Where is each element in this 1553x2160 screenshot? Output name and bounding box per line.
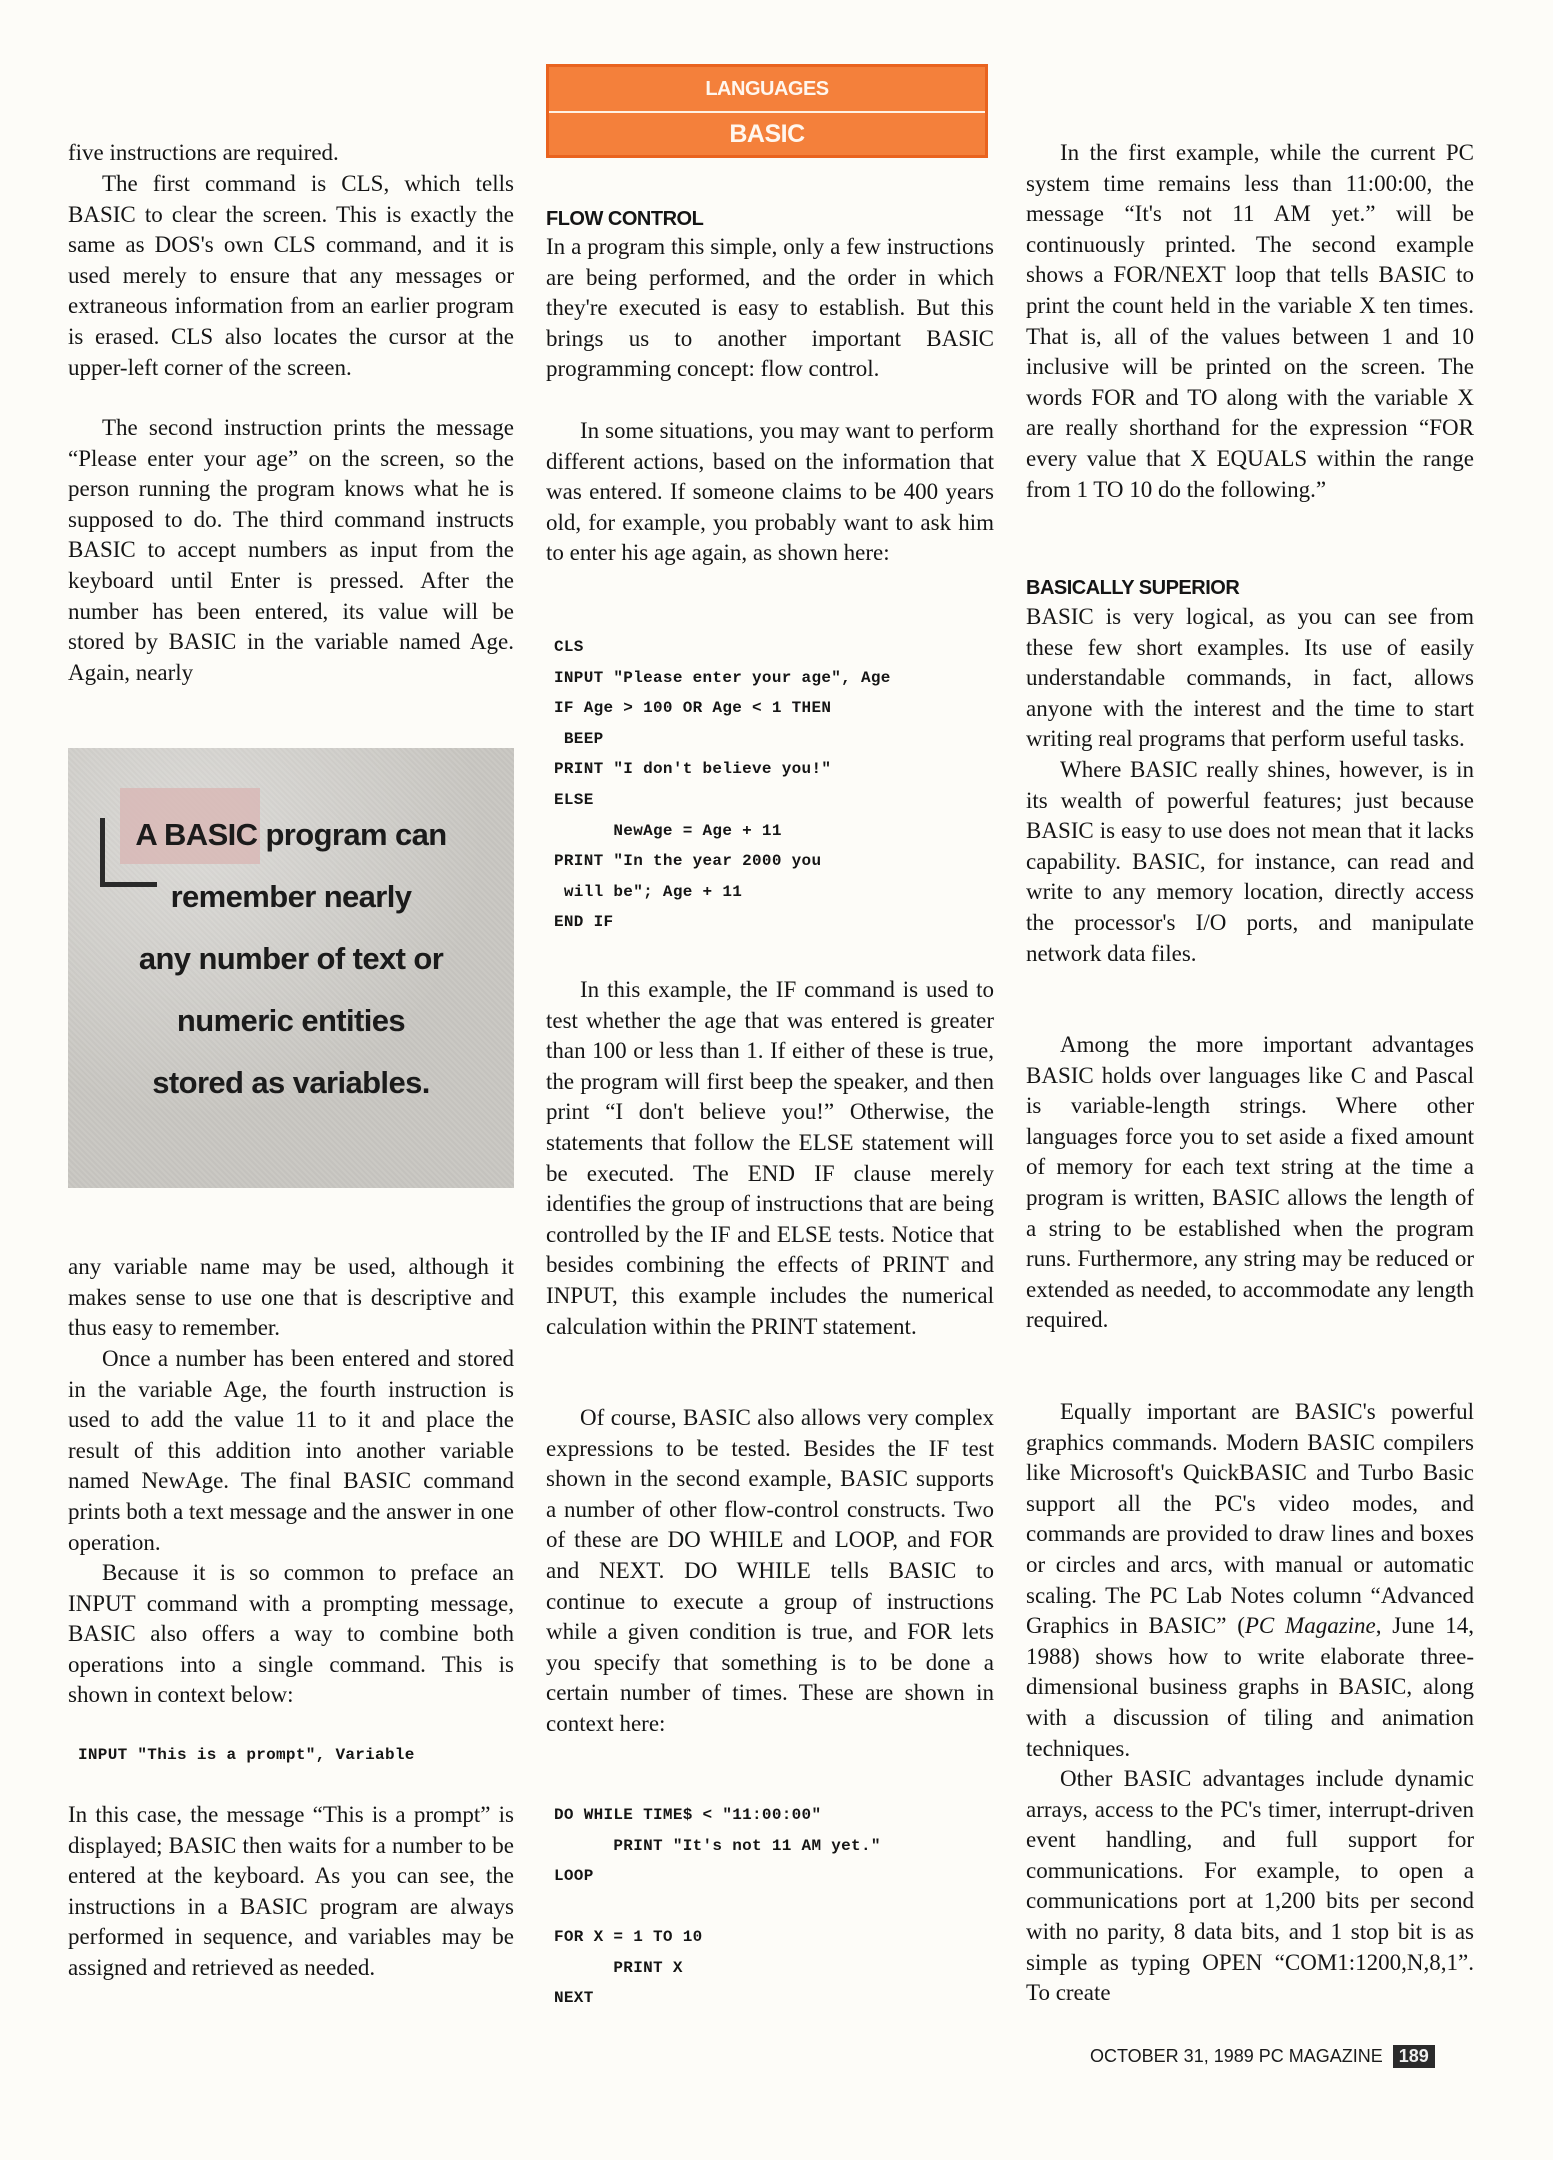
section-banner (546, 64, 988, 158)
paragraph: In some situations, you may want to perform different actions, based on the information that was entered. If someone claims to be 400 years old, for example, you probably want to ask him to enter his age again, as shown here: (546, 418, 994, 566)
paragraph: In this case, the message “This is a prompt” is displayed; BASIC then waits for a number to be entered at the keyboard. As you can see, the instructions in a BASIC program are always performed in sequence, and variables may be assigned and retrieved as needed. (68, 1802, 514, 1980)
publication-title: PC Magazine (1244, 1613, 1376, 1639)
pull-quote-line: stored as variables. (152, 1065, 430, 1100)
paragraph (1026, 1397, 1474, 1764)
code-block: FOR X = 1 TO 10 PRINT X NEXT (554, 1928, 703, 2008)
banner-section-label: LANGUAGES (705, 77, 829, 100)
code-block: CLS INPUT "Please enter your age", Age IF Age > 100 OR Age < 1 THEN BEEP PRINT "I don't believe you!" ELSE NewAge = Age + 11 PRINT "In the year 2000 you will be"; Age + 11 END IF (554, 638, 891, 932)
footer-issue: OCTOBER 31, 1989 PC MAGAZINE (1090, 2045, 1383, 2066)
pull-quote-line: numeric entities (176, 1003, 406, 1038)
paragraph: Among the more important advantages BASIC holds over languages like C and Pascal is variable-length strings. Where other languages force you to set aside a fixed amount of memory for each text string at the time a program is written, BASIC allows the length of a string to be established when the program runs. Furthermore, any string may be reduced or extended as needed, to accommodate any length required. (1026, 1032, 1474, 1333)
paragraph: Because it is so common to preface an INPUT command with a prompting message, BASIC also offers a way to combine both operations into a single command. This is shown in context below: (68, 1560, 514, 1708)
page-footer (1090, 2042, 1435, 2070)
paragraph: In the first example, while the current PC system time remains less than 11:00:00, the message “It's not 11 AM yet.” will be continuously printed. The second example shows a FOR/NEXT loop that tells BASIC to print the count held in the variable X ten times. That is, all of the values between 1 and 10 inclusive will be printed on the screen. The words FOR and TO along with the variable X are really shorthand for the expression “FOR every value that X EQUALS within the range from 1 TO 10 do the following.” (1026, 140, 1474, 502)
paragraph: any variable name may be used, although it makes sense to use one that is descriptive and thus easy to remember. (68, 1254, 514, 1341)
paragraph: Other BASIC advantages include dynamic arrays, access to the PC's timer, interrupt-driven event handling, and full support for communications. For example, to open a communications port at 1,200 bits per second with no parity, 8 data bits, and 1 stop bit is as simple as typing OPEN “COM1:1200,N,8,1”. To create (1026, 1766, 1474, 2006)
paragraph-text: Equally important are BASIC's powerful graphics commands. Modern BASIC compilers like Microsoft's QuickBASIC and Turbo Basic support all the PC's video modes, and commands are provided to draw lines and boxes or circles and arcs, with manual or automatic scaling. The PC Lab Notes column “Advanced Graphics in BASIC” ( (1026, 1399, 1474, 1639)
paragraph: The first command is CLS, which tells BASIC to clear the screen. This is exactly the same as DOS's own CLS command, and it is used merely to ensure that any messages or extraneous information from an earlier program is erased. CLS also locates the cursor at the upper-left corner of the screen. (68, 171, 514, 380)
pull-quote-text (68, 804, 514, 1114)
paragraph: Once a number has been entered and stored in the variable Age, the fourth instruction is used to add the value 11 to it and place the result of this addition into another variable named NewAge. The final BASIC command prints both a text message and the answer in one operation. (68, 1346, 514, 1555)
pull-quote-line: remember nearly (170, 879, 412, 914)
pull-quote (68, 748, 514, 1188)
section-heading: FLOW CONTROL (546, 208, 704, 230)
paragraph: In a program this simple, only a few instructions are being performed, and the order in which they're executed is easy to establish. But this brings us to another important BASIC programming concept: flow control. (546, 234, 994, 382)
code-block: DO WHILE TIME$ < "11:00:00" PRINT "It's not 11 AM yet." LOOP (554, 1806, 881, 1886)
pull-quote-line: any number of text or (138, 941, 444, 976)
page-number: 189 (1393, 2045, 1435, 2068)
paragraph: The second instruction prints the message “Please enter your age” on the screen, so the person running the program knows what he is supposed to do. The third command instructs BASIC to accept numbers as input from the keyboard until Enter is pressed. After the number has been entered, its value will be stored by BASIC in the variable named Age. Again, nearly (68, 415, 514, 685)
banner-section-row (549, 67, 985, 113)
paragraph-text: , June 14, 1988) shows how to write elaborate three-dimensional business graphs in BASIC, along with a discussion of tiling and animation techniques. (1026, 1613, 1474, 1761)
banner-topic-row (549, 113, 985, 155)
banner-topic-label: BASIC (729, 119, 805, 148)
paragraph: five instructions are required. (68, 140, 339, 165)
paragraph: BASIC is very logical, as you can see from these few short examples. Its use of easily understandable commands, in fact, allows anyone with the interest and the time to start writing real programs that perform useful tasks. (1026, 604, 1474, 752)
pull-quote-line: A BASIC program can (135, 817, 447, 852)
paragraph: In this example, the IF command is used to test whether the age that was entered is greater than 100 or less than 1. If either of these is true, the program will first beep the speaker, and then print “I don't believe you!” Otherwise, the statements that follow the ELSE statement will be executed. The END IF clause merely identifies the group of instructions that are being controlled by the IF and ELSE tests. Notice that besides combining the effects of PRINT and INPUT, this example includes the numerical calculation within the PRINT statement. (546, 977, 994, 1339)
section-heading: BASICALLY SUPERIOR (1026, 577, 1240, 599)
paragraph: Where BASIC really shines, however, is in its wealth of powerful features; just because BASIC is easy to use does not mean that it lacks capability. BASIC, for instance, can read and write to any memory location, directly access the processor's I/O ports, and manipulate network data files. (1026, 757, 1474, 966)
paragraph: Of course, BASIC also allows very complex expressions to be tested. Besides the IF test shown in the second example, BASIC supports a number of other flow-control constructs. Two of these are DO WHILE and LOOP, and FOR and NEXT. DO WHILE tells BASIC to continue to execute a group of instructions while a given condition is true, and FOR lets you specify that something is to be done a certain number of times. These are shown in context here: (546, 1405, 994, 1736)
code-block: INPUT "This is a prompt", Variable (78, 1746, 415, 1764)
